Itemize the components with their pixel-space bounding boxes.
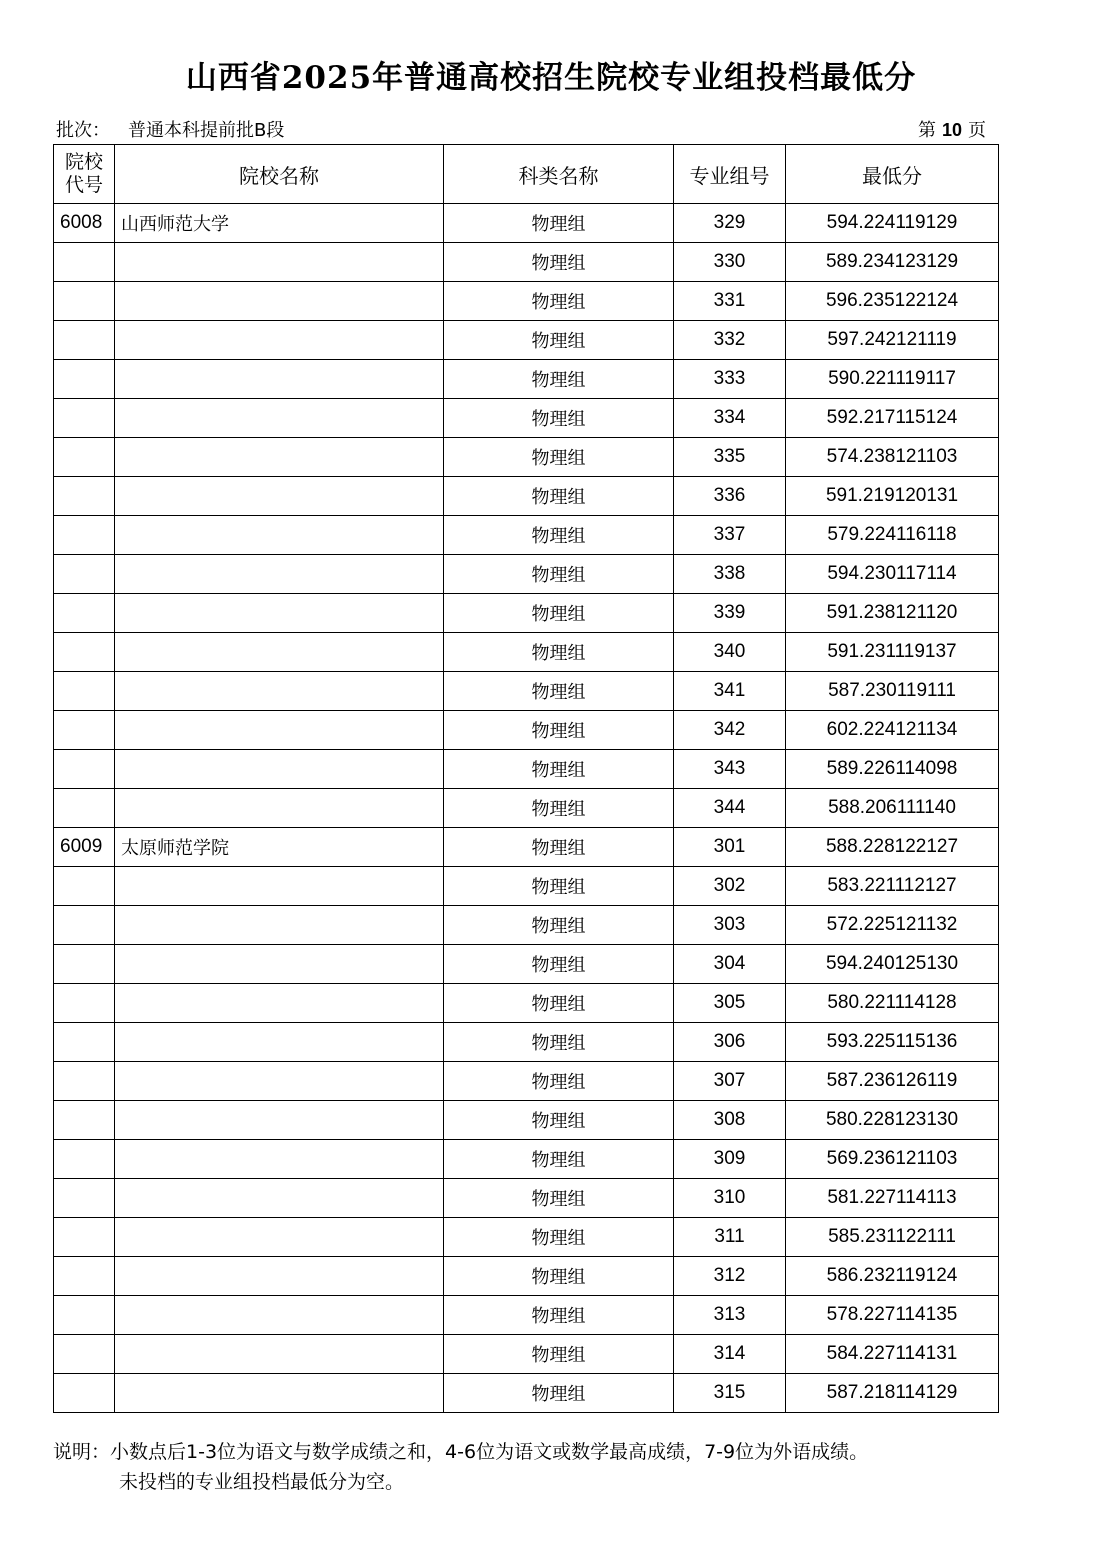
table-row	[54, 1179, 999, 1218]
cell-group-number: 304	[674, 945, 786, 984]
table-row	[54, 828, 999, 867]
cell-min-score: 586.232119124	[786, 1257, 999, 1296]
footnote-line1: 说明：小数点后1-3位为语文与数学成绩之和，4-6位为语文或数学最高成绩，7-9位为外语成绩。	[53, 1441, 869, 1463]
cell-school-code	[54, 360, 115, 399]
table-header-row	[54, 145, 999, 204]
cell-min-score: 590.221119117	[786, 360, 999, 399]
cell-school-code	[54, 750, 115, 789]
table-row	[54, 1374, 999, 1413]
table-row	[54, 360, 999, 399]
cell-min-score: 597.242121119	[786, 321, 999, 360]
cell-group-number: 342	[674, 711, 786, 750]
cell-school-name	[115, 1062, 444, 1101]
cell-school-code	[54, 867, 115, 906]
cell-min-score: 591.238121120	[786, 594, 999, 633]
cell-category: 物理组	[444, 1257, 674, 1296]
cell-group-number: 332	[674, 321, 786, 360]
cell-min-score: 587.230119111	[786, 672, 999, 711]
cell-school-code	[54, 1101, 115, 1140]
cell-school-name	[115, 633, 444, 672]
footnote-line2: 未投档的专业组投档最低分为空。	[119, 1471, 405, 1493]
table-row	[54, 321, 999, 360]
cell-min-score: 596.235122124	[786, 282, 999, 321]
cell-school-name	[115, 1218, 444, 1257]
cell-category: 物理组	[444, 438, 674, 477]
cell-min-score: 591.219120131	[786, 477, 999, 516]
table-row	[54, 1335, 999, 1374]
cell-category: 物理组	[444, 984, 674, 1023]
cell-category: 物理组	[444, 282, 674, 321]
cell-category: 物理组	[444, 711, 674, 750]
cell-group-number: 306	[674, 1023, 786, 1062]
cell-school-name	[115, 360, 444, 399]
header-school-name: 院校名称	[115, 145, 444, 204]
table-row	[54, 789, 999, 828]
cell-group-number: 334	[674, 399, 786, 438]
cell-school-code	[54, 282, 115, 321]
cell-school-code	[54, 477, 115, 516]
cell-school-code	[54, 321, 115, 360]
cell-category: 物理组	[444, 594, 674, 633]
cell-min-score: 581.227114113	[786, 1179, 999, 1218]
page-prefix: 第	[917, 120, 936, 141]
cell-group-number: 344	[674, 789, 786, 828]
cell-group-number: 314	[674, 1335, 786, 1374]
cell-school-code	[54, 1179, 115, 1218]
cell-min-score: 593.225115136	[786, 1023, 999, 1062]
table-row	[54, 282, 999, 321]
cell-school-name	[115, 1374, 444, 1413]
cell-school-name	[115, 867, 444, 906]
cell-school-name	[115, 906, 444, 945]
table-row	[54, 399, 999, 438]
cell-group-number: 335	[674, 438, 786, 477]
cell-school-name	[115, 1179, 444, 1218]
cell-school-code	[54, 555, 115, 594]
cell-min-score: 591.231119137	[786, 633, 999, 672]
cell-group-number: 301	[674, 828, 786, 867]
cell-school-code	[54, 1335, 115, 1374]
header-category: 科类名称	[444, 145, 674, 204]
cell-group-number: 311	[674, 1218, 786, 1257]
cell-group-number: 308	[674, 1101, 786, 1140]
cell-category: 物理组	[444, 1335, 674, 1374]
table-row	[54, 945, 999, 984]
cell-min-score: 602.224121134	[786, 711, 999, 750]
cell-category: 物理组	[444, 789, 674, 828]
cell-school-name	[115, 516, 444, 555]
cell-school-name: 太原师范学院	[115, 828, 444, 867]
cell-school-name	[115, 594, 444, 633]
page-suffix: 页	[968, 120, 986, 141]
cell-min-score: 587.236126119	[786, 1062, 999, 1101]
cell-min-score: 579.224116118	[786, 516, 999, 555]
cell-school-name	[115, 1023, 444, 1062]
cell-school-code	[54, 789, 115, 828]
cell-school-code	[54, 945, 115, 984]
cell-school-name: 山西师范大学	[115, 204, 444, 243]
cell-min-score: 569.236121103	[786, 1140, 999, 1179]
cell-school-name	[115, 399, 444, 438]
cell-min-score: 594.230117114	[786, 555, 999, 594]
cell-school-code	[54, 984, 115, 1023]
table-row	[54, 1023, 999, 1062]
cell-group-number: 329	[674, 204, 786, 243]
cell-category: 物理组	[444, 516, 674, 555]
cell-group-number: 338	[674, 555, 786, 594]
cell-category: 物理组	[444, 477, 674, 516]
table-row	[54, 477, 999, 516]
cell-category: 物理组	[444, 867, 674, 906]
table-row	[54, 1296, 999, 1335]
cell-category: 物理组	[444, 1140, 674, 1179]
batch-value: 普通本科提前批B段	[128, 120, 285, 141]
table-row	[54, 1101, 999, 1140]
cell-group-number: 333	[674, 360, 786, 399]
cell-group-number: 303	[674, 906, 786, 945]
cell-group-number: 309	[674, 1140, 786, 1179]
cell-school-code	[54, 1257, 115, 1296]
cell-min-score: 588.228122127	[786, 828, 999, 867]
cell-school-code	[54, 438, 115, 477]
table-row	[54, 516, 999, 555]
cell-school-name	[115, 1296, 444, 1335]
cell-group-number: 312	[674, 1257, 786, 1296]
cell-school-code	[54, 1062, 115, 1101]
cell-school-name	[115, 1257, 444, 1296]
table-row	[54, 633, 999, 672]
cell-school-code	[54, 711, 115, 750]
cell-category: 物理组	[444, 399, 674, 438]
cell-category: 物理组	[444, 633, 674, 672]
cell-school-code	[54, 243, 115, 282]
table-row	[54, 1140, 999, 1179]
cell-school-code	[54, 594, 115, 633]
cell-school-code	[54, 672, 115, 711]
cell-min-score: 589.226114098	[786, 750, 999, 789]
cell-group-number: 310	[674, 1179, 786, 1218]
cell-min-score: 580.221114128	[786, 984, 999, 1023]
table-row	[54, 1218, 999, 1257]
cell-category: 物理组	[444, 750, 674, 789]
table-row	[54, 984, 999, 1023]
cell-category: 物理组	[444, 1101, 674, 1140]
table-row	[54, 555, 999, 594]
page-number	[918, 116, 986, 142]
cell-school-name	[115, 1140, 444, 1179]
table-row	[54, 867, 999, 906]
cell-school-name	[115, 1101, 444, 1140]
cell-min-score: 592.217115124	[786, 399, 999, 438]
cell-school-code	[54, 1023, 115, 1062]
header-group-number: 专业组号	[674, 145, 786, 204]
cell-school-name	[115, 945, 444, 984]
header-school-code-line1: 院校	[64, 151, 103, 173]
cell-school-name	[115, 243, 444, 282]
cell-school-code	[54, 1374, 115, 1413]
cell-group-number: 305	[674, 984, 786, 1023]
page-title: 山西省2025年普通高校招生院校专业组投档最低分	[185, 60, 917, 96]
cell-school-code	[54, 1296, 115, 1335]
table-row	[54, 1257, 999, 1296]
cell-category: 物理组	[444, 1218, 674, 1257]
cell-category: 物理组	[444, 672, 674, 711]
cell-school-code	[54, 906, 115, 945]
cell-category: 物理组	[444, 1374, 674, 1413]
cell-group-number: 337	[674, 516, 786, 555]
cell-school-code	[54, 633, 115, 672]
cell-group-number: 341	[674, 672, 786, 711]
cell-min-score: 594.224119129	[786, 204, 999, 243]
cell-category: 物理组	[444, 828, 674, 867]
cell-min-score: 587.218114129	[786, 1374, 999, 1413]
batch-label: 批次：	[56, 120, 110, 141]
cell-school-code: 6009	[54, 828, 115, 867]
cell-category: 物理组	[444, 555, 674, 594]
cell-min-score: 574.238121103	[786, 438, 999, 477]
cell-school-name	[115, 477, 444, 516]
cell-category: 物理组	[444, 321, 674, 360]
cell-category: 物理组	[444, 1023, 674, 1062]
cell-group-number: 315	[674, 1374, 786, 1413]
cell-category: 物理组	[444, 945, 674, 984]
cell-min-score: 580.228123130	[786, 1101, 999, 1140]
footnote	[53, 1437, 868, 1497]
cell-school-name	[115, 321, 444, 360]
cell-school-code	[54, 1218, 115, 1257]
cell-group-number: 340	[674, 633, 786, 672]
table-row	[54, 1062, 999, 1101]
cell-min-score: 588.206111140	[786, 789, 999, 828]
cell-school-name	[115, 750, 444, 789]
cell-min-score: 583.221112127	[786, 867, 999, 906]
cell-school-name	[115, 984, 444, 1023]
cell-group-number: 302	[674, 867, 786, 906]
table-row	[54, 711, 999, 750]
cell-min-score: 572.225121132	[786, 906, 999, 945]
table-row	[54, 672, 999, 711]
cell-group-number: 336	[674, 477, 786, 516]
cell-school-code: 6008	[54, 204, 115, 243]
score-table	[53, 144, 999, 1413]
cell-group-number: 313	[674, 1296, 786, 1335]
cell-min-score: 594.240125130	[786, 945, 999, 984]
header-school-code-line2: 代号	[64, 174, 103, 196]
cell-category: 物理组	[444, 1062, 674, 1101]
cell-school-code	[54, 399, 115, 438]
cell-school-name	[115, 711, 444, 750]
cell-category: 物理组	[444, 204, 674, 243]
table-body	[54, 204, 999, 1413]
table-row	[54, 204, 999, 243]
cell-category: 物理组	[444, 906, 674, 945]
table-row	[54, 906, 999, 945]
cell-school-name	[115, 789, 444, 828]
header-min-score: 最低分	[786, 145, 999, 204]
header-school-code	[54, 145, 115, 204]
cell-min-score: 585.231122111	[786, 1218, 999, 1257]
table-row	[54, 594, 999, 633]
cell-category: 物理组	[444, 360, 674, 399]
cell-school-name	[115, 555, 444, 594]
table-row	[54, 438, 999, 477]
cell-min-score: 584.227114131	[786, 1335, 999, 1374]
cell-category: 物理组	[444, 1179, 674, 1218]
cell-min-score: 589.234123129	[786, 243, 999, 282]
cell-min-score: 578.227114135	[786, 1296, 999, 1335]
cell-school-name	[115, 438, 444, 477]
cell-group-number: 331	[674, 282, 786, 321]
table-row	[54, 750, 999, 789]
cell-school-name	[115, 1335, 444, 1374]
batch-info	[56, 116, 284, 142]
cell-category: 物理组	[444, 1296, 674, 1335]
cell-group-number: 330	[674, 243, 786, 282]
cell-group-number: 343	[674, 750, 786, 789]
cell-school-name	[115, 672, 444, 711]
cell-group-number: 339	[674, 594, 786, 633]
cell-school-name	[115, 282, 444, 321]
page-number-value: 10	[941, 120, 962, 140]
cell-group-number: 307	[674, 1062, 786, 1101]
table-row	[54, 243, 999, 282]
cell-category: 物理组	[444, 243, 674, 282]
cell-school-code	[54, 1140, 115, 1179]
cell-school-code	[54, 516, 115, 555]
